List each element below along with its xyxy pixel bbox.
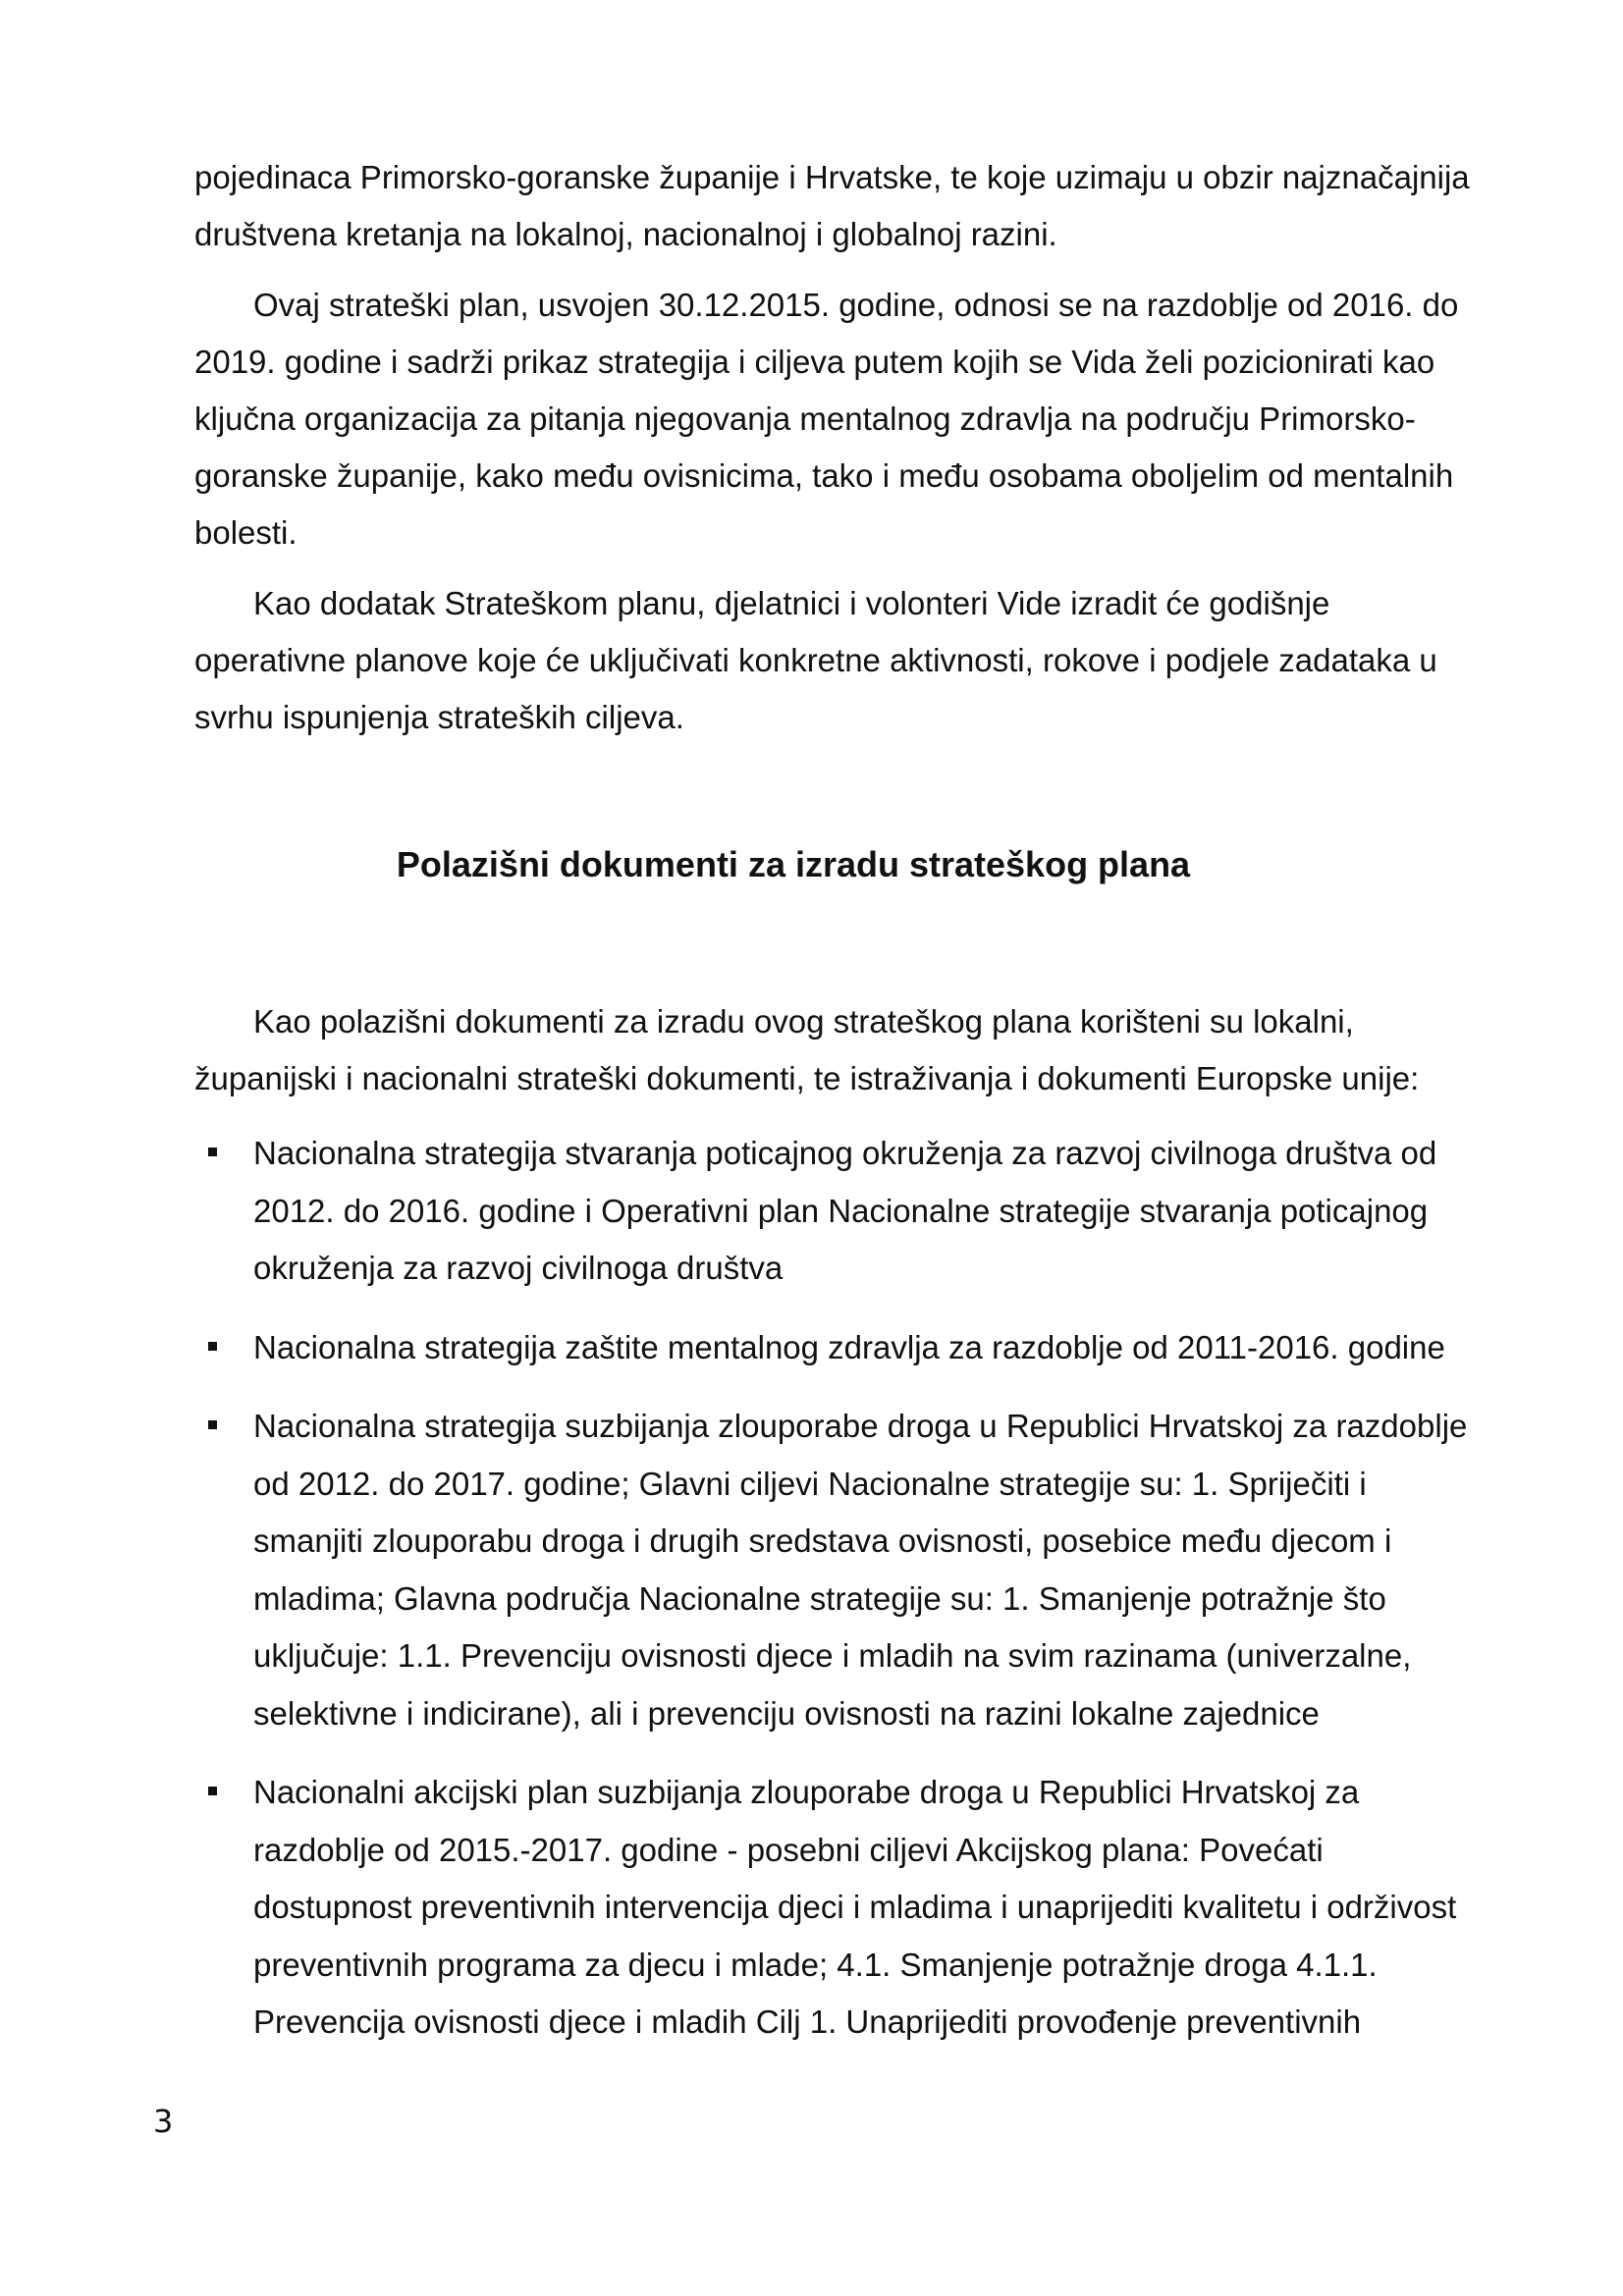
list-item: [194, 1764, 1483, 2052]
list-item: [194, 1398, 1483, 1742]
bullet-square-icon: [208, 1420, 217, 1429]
paragraph-operational-plans: Kao dodatak Strateškom planu, djelatnici i volonteri Vide izradit će godišnje operativne planove koje će uključivati konkretne aktivnosti, rokove i podjele zadataka u svrhu ispunjenja strateških ciljeva.: [194, 585, 1437, 735]
list-item-text: Nacionalni akcijski plan suzbijanja zlouporabe droga u Republici Hrvatskoj za razdoblje od 2015.-2017. godine - posebni ciljevi Akcijskog plana: Povećati dostupnost preventivnih intervencija djeci i mladima i unaprijediti kvalitetu i održivost preventivnih programa za djecu i mlade; 4.1. Smanjenje potražnje droga 4.1.1. Prevencija ovisnosti djece i mladih Cilj 1. Unaprijediti provođenje preventivnih: [253, 1774, 1457, 2040]
bullet-square-icon: [208, 1148, 217, 1156]
section-heading: Polazišni dokumenti za izradu strateškog plana: [396, 844, 1191, 884]
section-intro-paragraph: Kao polazišni dokumenti za izradu ovog strateškog plana korišteni su lokalni, županijski i nacionalni strateški dokumenti, te istraživanja i dokumenti Europske unije:: [194, 1003, 1420, 1096]
page-number: 3: [153, 2103, 174, 2140]
list-item: [194, 1319, 1483, 1377]
list-item-text: Nacionalna strategija suzbijanja zlouporabe droga u Republici Hrvatskoj za razdoblje od 2012. do 2017. godine; Glavni ciljevi Nacionalne strategije su: 1. Spriječiti i smanjiti zlouporabu droga i drugih sredstava ovisnosti, posebice među djecom i mladima; Glavna područja Nacionalne strategije su: 1. Smanjenje potražnje što uključuje: 1.1. Prevenciju ovisnosti djece i mladih na svim razinama (univerzalne, selektivne i indicirane), ali i prevenciju ovisnosti na razini lokalne zajednice: [253, 1408, 1468, 1732]
paragraph-continuation: pojedinaca Primorsko-goranske županije i Hrvatske, te koje uzimaju u obzir najznačajnija društvena kretanja na lokalnoj, nacionalnoj i globalnoj razini.: [194, 159, 1470, 252]
bullet-square-icon: [208, 1342, 217, 1351]
list-item: [194, 1125, 1483, 1298]
list-item-text: Nacionalna strategija stvaranja poticajnog okruženja za razvoj civilnoga društva od 2012. do 2016. godine i Operativni plan Nacionalne strategije stvaranja poticajnog okruženja za razvoj civilnoga društva: [253, 1135, 1437, 1286]
page-content: [194, 149, 1483, 2052]
bullet-square-icon: [208, 1787, 217, 1795]
source-documents-list: [194, 1125, 1483, 2052]
paragraph-strategic-plan: Ovaj strateški plan, usvojen 30.12.2015. godine, odnosi se na razdoblje od 2016. do 2019. godine i sadrži prikaz strategija i ciljeva putem kojih se Vida želi pozicionirati kao ključna organizacija za pitanja njegovanja mentalnog zdravlja na području Primorsko-goranske županije, kako među ovisnicima, tako i među osobama oboljelim od mentalnih bolesti.: [194, 287, 1459, 551]
list-item-text: Nacionalna strategija zaštite mentalnog zdravlja za razdoblje od 2011-2016. godine: [253, 1328, 1445, 1365]
